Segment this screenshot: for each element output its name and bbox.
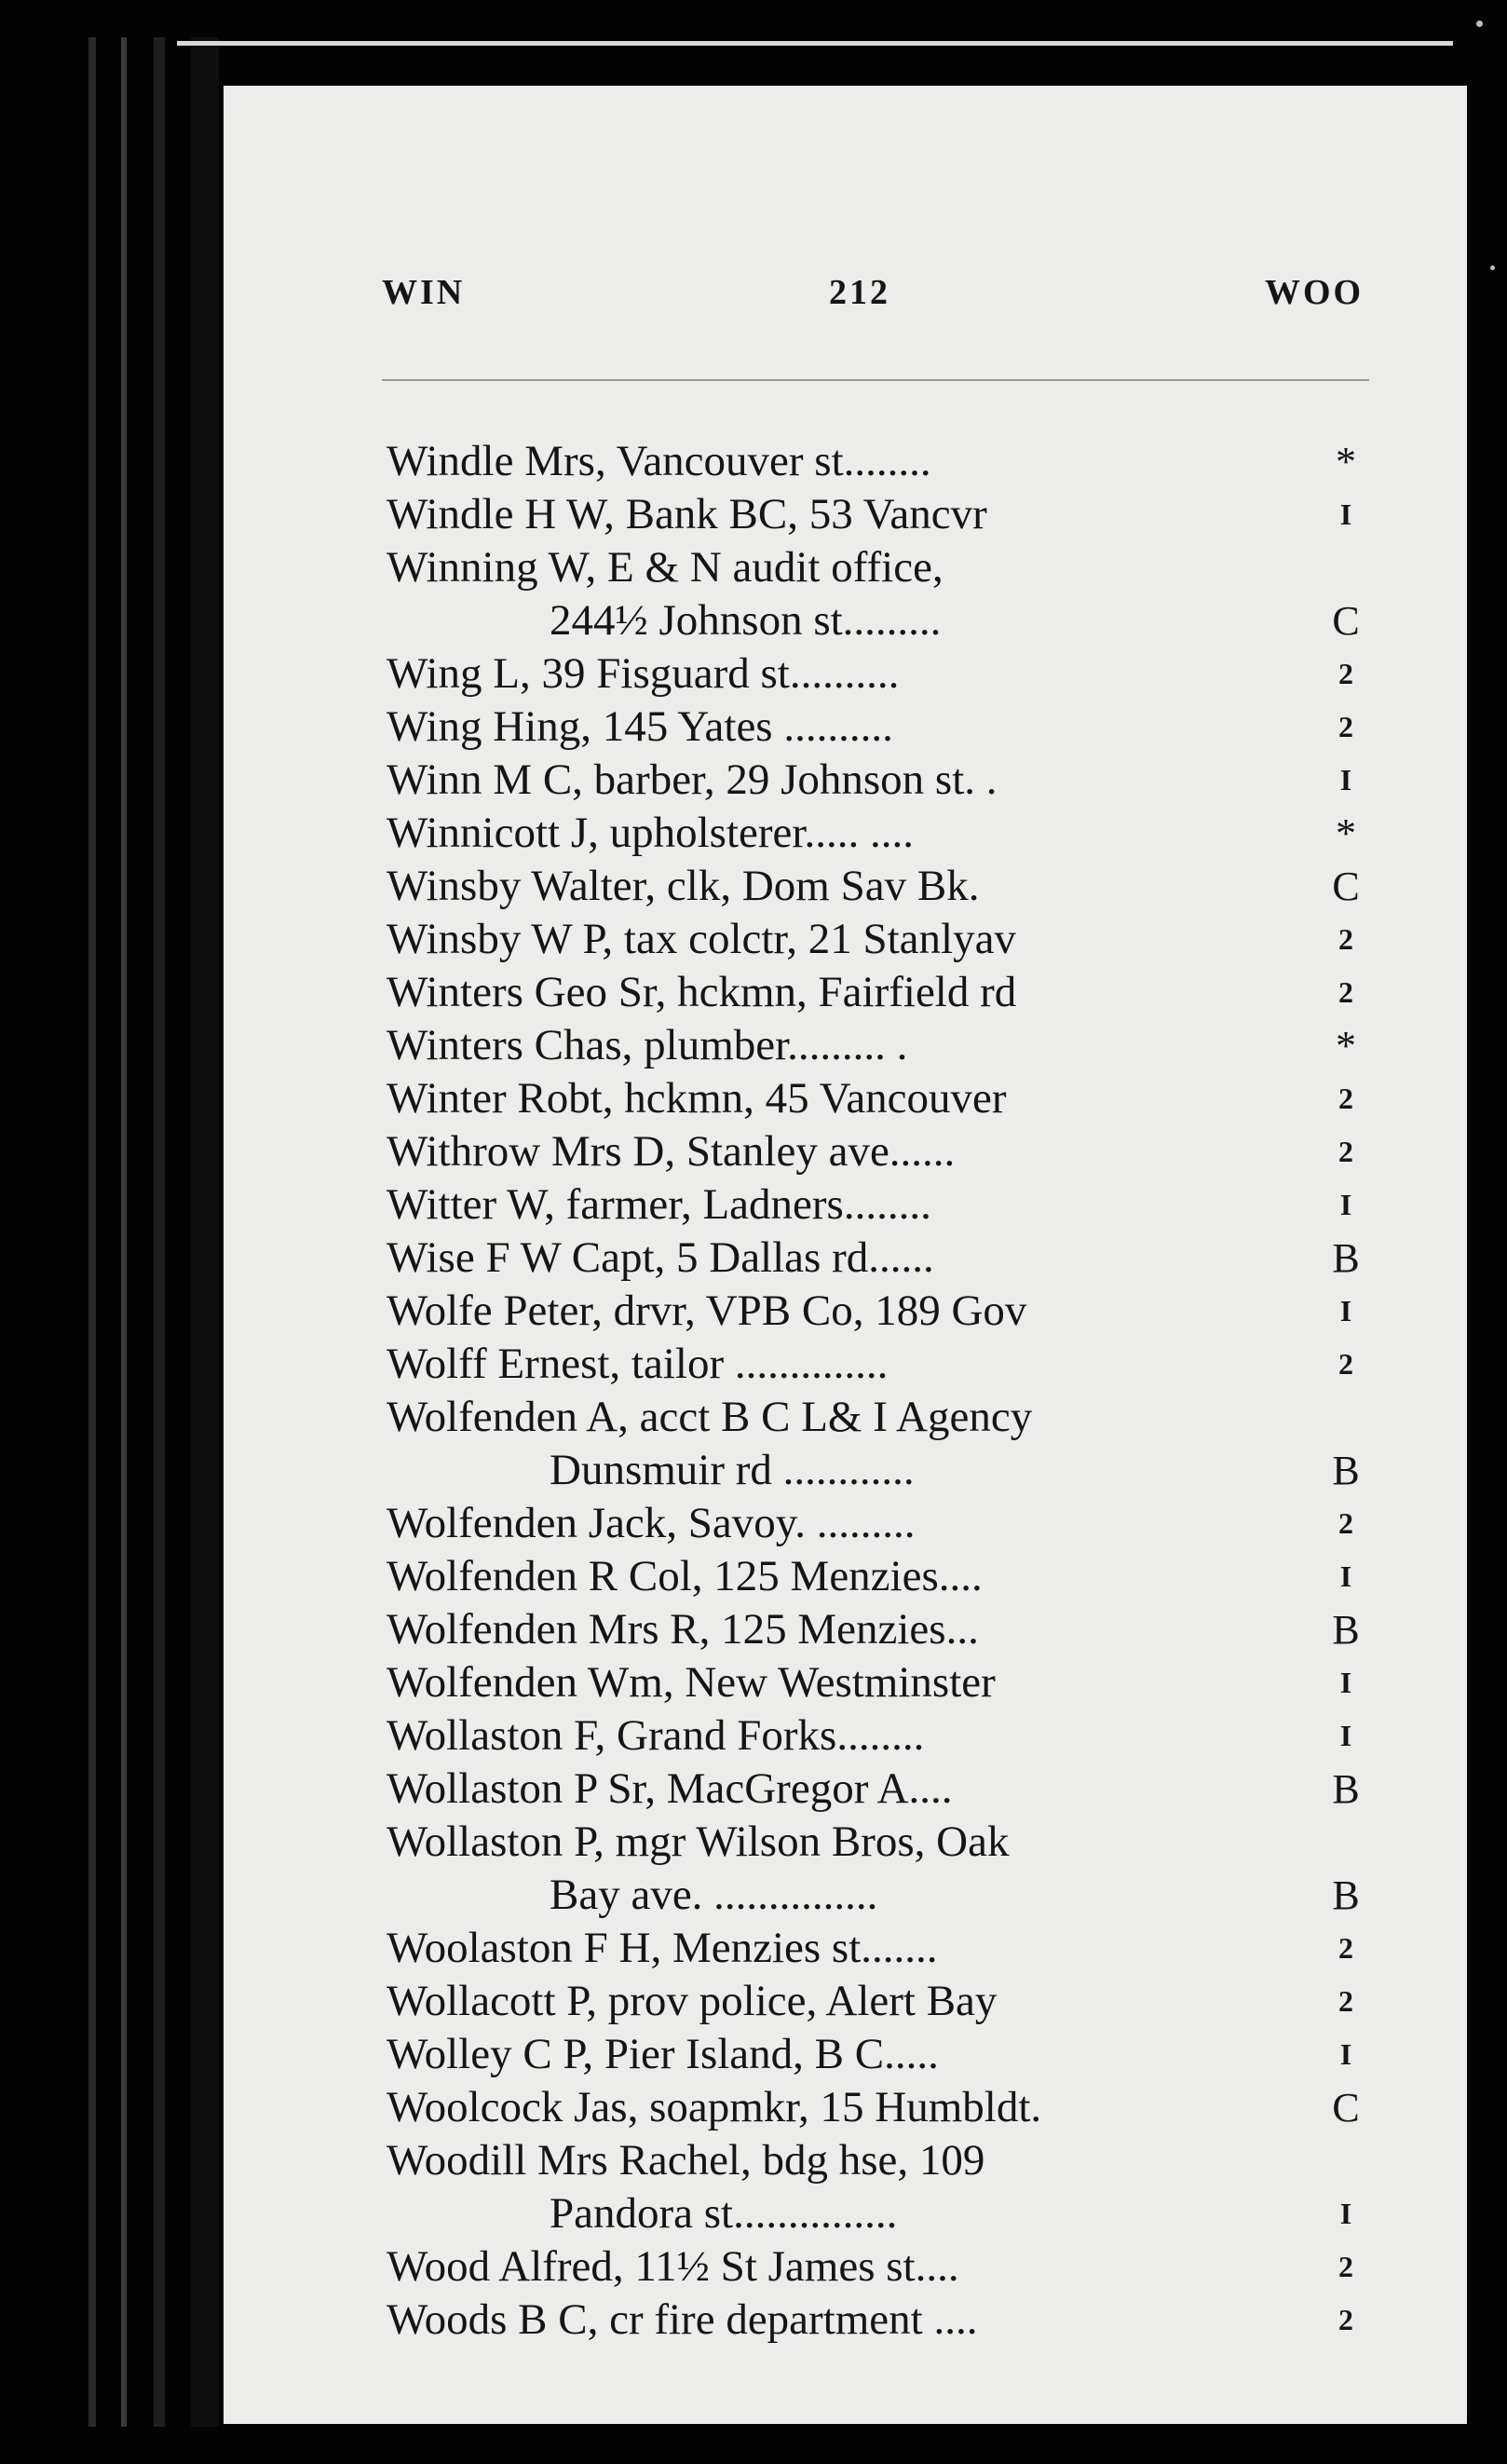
entry-text: Wood Alfred, 11½ St James st....: [387, 2242, 959, 2291]
entry-continuation-line: [387, 1869, 1388, 1922]
entry-line: [387, 1550, 1388, 1603]
entry-text: Dunsmuir rd ............: [550, 1446, 915, 1494]
scan-speck: [1476, 20, 1483, 27]
book-top-edge: [177, 41, 1453, 46]
entry-line: [387, 488, 1388, 541]
entry-code: I: [1339, 1188, 1352, 1221]
directory-entry: [387, 1497, 1388, 1550]
entry-text: Withrow Mrs D, Stanley ave......: [387, 1127, 956, 1176]
entry-code: B: [1332, 1235, 1360, 1281]
entry-code: 2: [1338, 1931, 1353, 1965]
directory-entry: [387, 860, 1388, 913]
entry-code: 2: [1338, 975, 1353, 1009]
directory-entry: [387, 1922, 1388, 1975]
directory-entry: [387, 2081, 1388, 2134]
entry-code: B: [1332, 1607, 1360, 1653]
entry-text: Winsby W P, tax colctr, 21 Stanlyav: [387, 915, 1016, 963]
entry-code: *: [1336, 810, 1356, 856]
entry-code: 2: [1338, 2250, 1353, 2283]
entry-line: [387, 913, 1388, 966]
entry-text: Winnicott J, upholsterer..... ....: [387, 809, 914, 857]
entry-line: [387, 1285, 1388, 1338]
entry-code: 2: [1338, 922, 1353, 956]
directory-entry: [387, 541, 1388, 647]
entry-line: [387, 1072, 1388, 1125]
entry-text: Windle Mrs, Vancouver st........: [387, 437, 931, 485]
entry-line: [387, 435, 1388, 488]
directory-entry: [387, 1656, 1388, 1709]
entry-code: *: [1336, 439, 1356, 484]
entry-line: [387, 2294, 1388, 2347]
entry-text: 244½ Johnson st.........: [550, 596, 942, 645]
entry-line: [387, 1178, 1388, 1232]
entry-line: [387, 966, 1388, 1019]
entry-text: Wolfenden Mrs R, 125 Menzies...: [387, 1605, 979, 1654]
entry-code: 2: [1338, 710, 1353, 743]
directory-listing: [387, 435, 1388, 2347]
entry-text: Wolff Ernest, tailor ..............: [387, 1340, 889, 1388]
entry-text: Pandora st...............: [550, 2189, 898, 2238]
entry-line: [387, 1763, 1388, 1816]
entry-text: Wolfenden Jack, Savoy. .........: [387, 1499, 916, 1547]
binding-edge: [88, 37, 96, 2427]
entry-text: Winters Geo Sr, hckmn, Fairfield rd: [387, 968, 1017, 1016]
entry-line: [387, 2028, 1388, 2081]
directory-entry: [387, 1178, 1388, 1232]
entry-text: Wing Hing, 145 Yates ..........: [387, 702, 893, 751]
directory-entry: [387, 2294, 1388, 2347]
entry-text: Woods B C, cr fire department ....: [387, 2295, 978, 2344]
entry-line: [387, 1816, 1388, 1869]
entry-line: [387, 1019, 1388, 1072]
entry-text: Winters Chas, plumber......... .: [387, 1021, 908, 1069]
entry-text: Wise F W Capt, 5 Dallas rd......: [387, 1233, 934, 1282]
directory-entry: [387, 1763, 1388, 1816]
directory-entry: [387, 2134, 1388, 2240]
entry-code: C: [1332, 2085, 1360, 2130]
entry-code: I: [1339, 497, 1352, 531]
directory-entry: [387, 1019, 1388, 1072]
entry-text: Wollaston P, mgr Wilson Bros, Oak: [387, 1817, 1010, 1866]
entry-continuation-line: [387, 2187, 1388, 2240]
entry-text: Wollacott P, prov police, Alert Bay: [387, 1977, 998, 2025]
directory-entry: [387, 701, 1388, 754]
entry-line: [387, 1497, 1388, 1550]
entry-code: B: [1332, 1766, 1360, 1812]
directory-entry: [387, 1709, 1388, 1763]
directory-page: [224, 86, 1467, 2424]
entry-text: Bay ave. ...............: [550, 1871, 878, 1919]
entry-text: Winter Robt, hckmn, 45 Vancouver: [387, 1074, 1007, 1123]
entry-text: Witter W, farmer, Ladners........: [387, 1180, 931, 1229]
entry-code: B: [1332, 1448, 1360, 1493]
entry-text: Wollaston F, Grand Forks........: [387, 1711, 925, 1760]
directory-entry: [387, 1816, 1388, 1922]
entry-code: 2: [1338, 657, 1353, 690]
entry-code: 2: [1338, 1984, 1353, 2018]
directory-entry: [387, 913, 1388, 966]
entry-line: [387, 860, 1388, 913]
entry-text: Wing L, 39 Fisguard st..........: [387, 649, 900, 698]
entry-line: [387, 541, 1388, 594]
directory-entry: [387, 966, 1388, 1019]
entry-line: [387, 1975, 1388, 2028]
binding-edge: [121, 37, 127, 2427]
entry-code: C: [1332, 864, 1360, 909]
directory-entry: [387, 1975, 1388, 2028]
running-head: [224, 272, 1467, 319]
entry-code: C: [1332, 598, 1360, 644]
directory-entry: [387, 1338, 1388, 1391]
entry-text: Woolaston F H, Menzies st.......: [387, 1924, 938, 1972]
entry-line: [387, 1709, 1388, 1763]
entry-code: *: [1336, 1023, 1356, 1069]
entry-continuation-line: [387, 594, 1388, 647]
header-rule: [382, 379, 1369, 381]
directory-entry: [387, 1603, 1388, 1656]
entry-line: [387, 647, 1388, 701]
entry-text: Wolfe Peter, drvr, VPB Co, 189 Gov: [387, 1286, 1027, 1335]
directory-entry: [387, 807, 1388, 860]
entry-line: [387, 1656, 1388, 1709]
entry-code: I: [1339, 2197, 1352, 2230]
entry-line: [387, 754, 1388, 807]
entry-code: I: [1339, 2037, 1352, 2071]
entry-code: B: [1332, 1872, 1360, 1918]
binding-edge: [154, 37, 165, 2427]
entry-text: Woolcock Jas, soapmkr, 15 Humbldt.: [387, 2083, 1042, 2131]
binding-edge: [191, 37, 219, 2427]
entry-code: I: [1339, 763, 1352, 796]
entry-text: Woodill Mrs Rachel, bdg hse, 109: [387, 2136, 985, 2185]
entry-line: [387, 701, 1388, 754]
entry-continuation-line: [387, 1444, 1388, 1497]
running-head-left: WIN: [382, 273, 466, 312]
directory-entry: [387, 435, 1388, 488]
entry-line: [387, 1125, 1388, 1178]
entry-text: Wolley C P, Pier Island, B C.....: [387, 2030, 939, 2078]
directory-entry: [387, 1072, 1388, 1125]
entry-line: [387, 1391, 1388, 1444]
entry-line: [387, 1232, 1388, 1285]
entry-text: Wollaston P Sr, MacGregor A....: [387, 1764, 953, 1813]
running-head-right: WOO: [1265, 273, 1364, 312]
directory-entry: [387, 1232, 1388, 1285]
entry-text: Wolfenden A, acct B C L& I Agency: [387, 1393, 1033, 1441]
directory-entry: [387, 1550, 1388, 1603]
directory-entry: [387, 2028, 1388, 2081]
directory-entry: [387, 754, 1388, 807]
entry-text: Winn M C, barber, 29 Johnson st. .: [387, 756, 998, 804]
page-number: 212: [829, 273, 890, 312]
entry-code: 2: [1338, 2303, 1353, 2336]
directory-entry: [387, 1125, 1388, 1178]
entry-code: 2: [1338, 1135, 1353, 1168]
entry-line: [387, 1922, 1388, 1975]
entry-text: Winning W, E & N audit office,: [387, 543, 944, 592]
entry-code: I: [1339, 1294, 1352, 1327]
entry-text: Winsby Walter, clk, Dom Sav Bk.: [387, 862, 980, 910]
entry-code: I: [1339, 1666, 1352, 1699]
directory-entry: [387, 1285, 1388, 1338]
entry-code: 2: [1338, 1506, 1353, 1540]
entry-line: [387, 2240, 1388, 2294]
entry-line: [387, 2081, 1388, 2134]
directory-entry: [387, 488, 1388, 541]
entry-code: I: [1339, 1719, 1352, 1752]
entry-code: 2: [1338, 1347, 1353, 1381]
directory-entry: [387, 647, 1388, 701]
entry-line: [387, 807, 1388, 860]
entry-line: [387, 2134, 1388, 2187]
entry-code: 2: [1338, 1082, 1353, 1115]
entry-text: Wolfenden R Col, 125 Menzies....: [387, 1552, 983, 1600]
entry-text: Windle H W, Bank BC, 53 Vancvr: [387, 490, 987, 538]
entry-line: [387, 1603, 1388, 1656]
scan-speck: [1490, 265, 1495, 270]
entry-code: I: [1339, 1559, 1352, 1593]
directory-entry: [387, 2240, 1388, 2294]
entry-line: [387, 1338, 1388, 1391]
directory-entry: [387, 1391, 1388, 1497]
entry-text: Wolfenden Wm, New Westminster: [387, 1658, 996, 1707]
